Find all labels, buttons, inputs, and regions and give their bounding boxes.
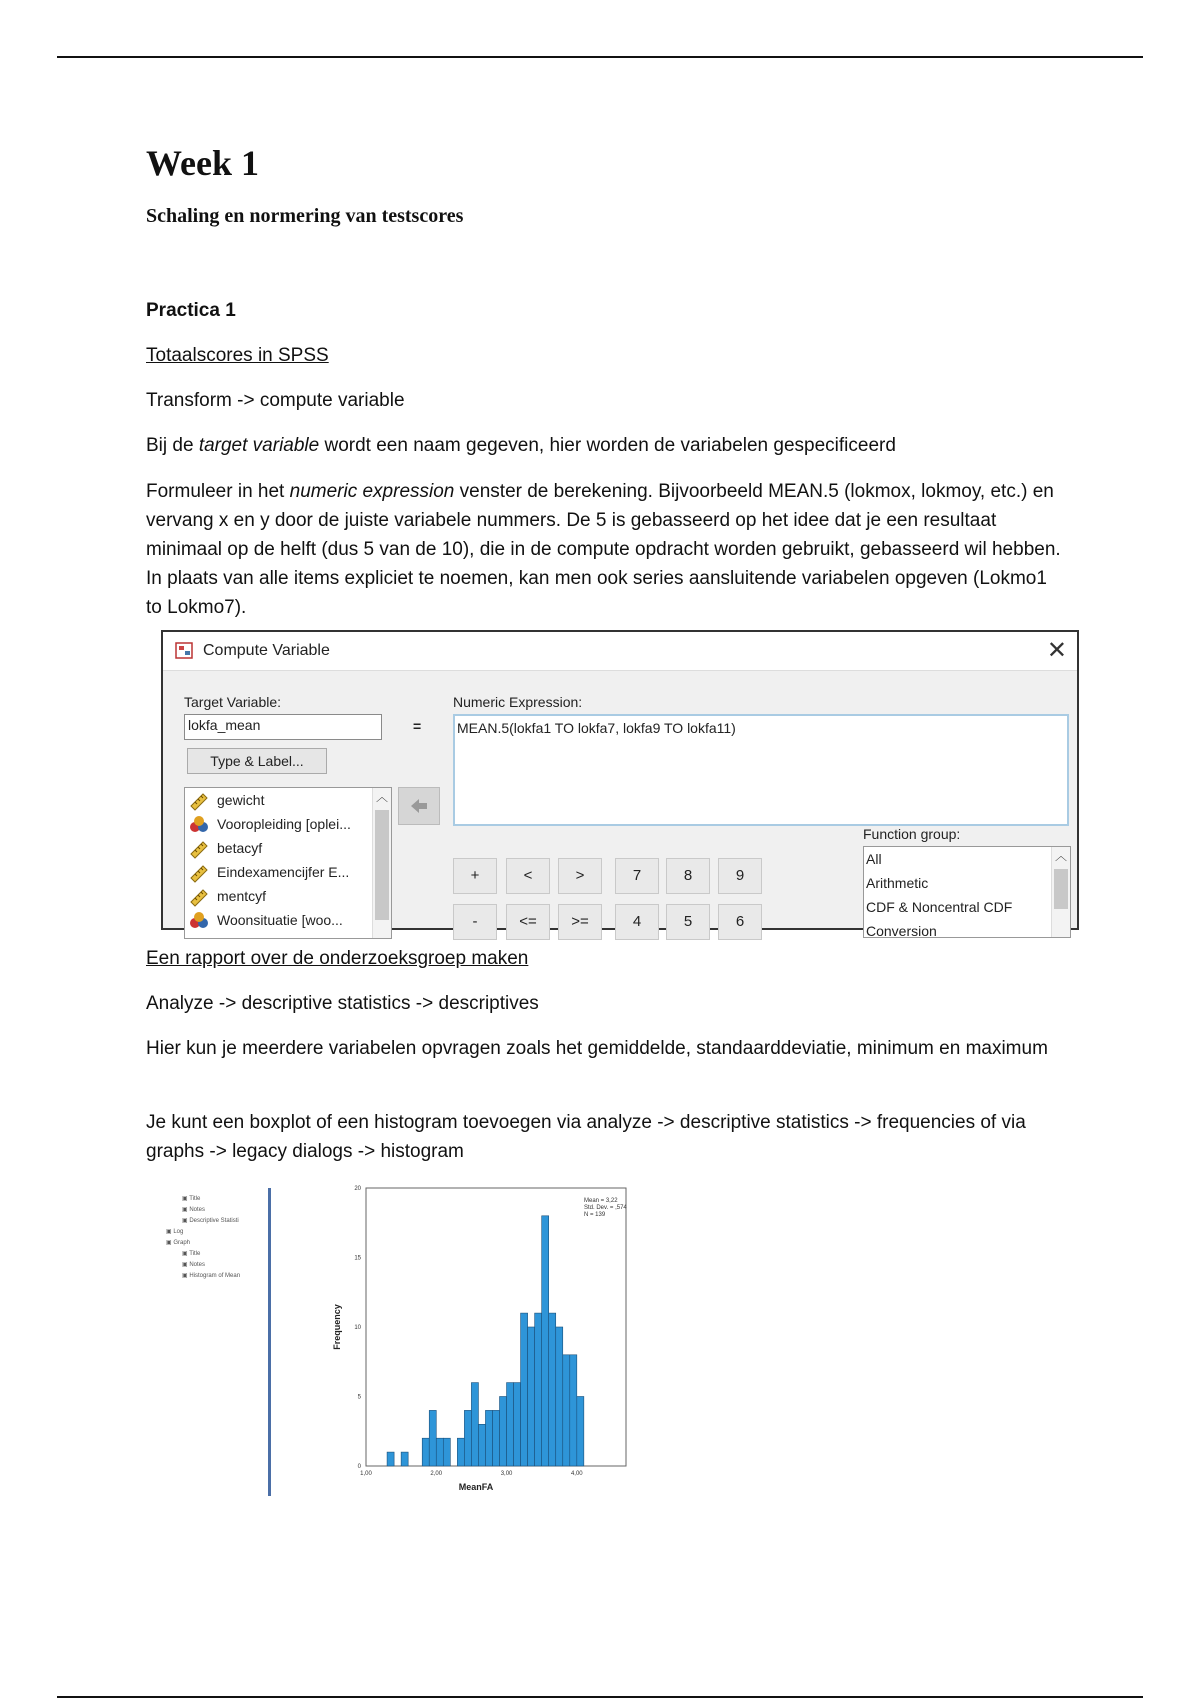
output-navigator-tree [160,1178,270,1496]
spss-calculator-icon [175,642,195,660]
histogram-chart [280,1178,750,1496]
variable-name: betacyf [217,840,263,856]
dialog-titlebar [163,632,1077,671]
x-tick-label: 4,00 [570,1471,583,1477]
histogram-bar [556,1327,563,1466]
tree-node[interactable] [182,1260,205,1270]
histogram-bar [542,1216,549,1466]
histogram-bar [464,1410,471,1466]
page-subtitle: Schaling en normering van testscores [146,205,464,227]
paragraph-transform: Transform -> compute variable [146,390,405,411]
subheading-rapport: Een rapport over de onderzoeksgroep maken [146,948,529,969]
histogram-bar [500,1397,507,1467]
page-title: Week 1 [146,143,259,183]
tree-node-label: Title [189,1196,201,1202]
tree-node-label: Log [173,1229,184,1235]
variable-name: mentcyf [217,888,267,904]
p3-text-post: venster de berekening. Bijvoorbeeld MEAN.5 (lokmox, lokmoy, etc.) en vervang x en y door de juiste variabele nummers. De 5 is gebasseerd op het idee dat je een resultaat minimaal op de helft (dus 5 van de 10), die in de compute opdracht worden gebruikt, gebasseerd wil hebben. In plaats van alle items expliciet te noemen, kan men ook series aansluitende variabelen opgeven (Lokmo1 to Lokmo7). [146,481,1061,618]
tree-node-icon: ▣ [182,1218,190,1224]
variable-list-item[interactable] [185,884,391,908]
variable-name: Vooropleiding [oplei... [217,816,351,832]
variable-list-item[interactable] [185,836,391,860]
variable-list-scrollbar[interactable] [372,788,391,938]
histogram-bar [401,1452,408,1466]
function-group-list[interactable] [863,846,1071,938]
tree-node-label: Notes [189,1262,206,1268]
calc-key[interactable]: 4 [615,904,659,940]
histogram-bar [429,1410,436,1466]
tree-node-label: Descriptive Statisti [189,1218,239,1224]
function-group-item[interactable]: Conversion [866,923,937,939]
calc-key[interactable]: 9 [718,858,762,894]
paragraph-variabelen: Hier kun je meerdere variabelen opvragen zoals het gemiddelde, standaarddeviatie, minimum en maximum [146,1038,1048,1059]
tree-node-icon: ▣ [182,1273,190,1279]
compute-variable-dialog [161,630,1079,939]
scrollbar-thumb[interactable] [375,810,389,920]
x-axis-label: MeanFA [458,1482,494,1492]
stat-line: Std. Dev. = ,574 [584,1205,627,1211]
histogram-bar [457,1438,464,1466]
x-tick-label: 3,00 [500,1471,513,1477]
variable-list-item[interactable] [185,788,391,812]
top-rule [57,56,1143,58]
tree-node-icon: ▣ [182,1251,190,1257]
move-variable-button[interactable] [398,787,440,825]
function-group-label: Function group: [863,826,961,842]
y-tick-label: 10 [354,1325,361,1331]
scrollbar-thumb[interactable] [1054,869,1068,909]
tree-node-icon: ▣ [182,1196,190,1202]
calc-key[interactable]: >= [558,904,602,940]
subheading-totaalscores: Totaalscores in SPSS [146,345,329,366]
p3-text-pre: Formuleer in het [146,481,290,502]
tree-node[interactable] [182,1249,200,1259]
paragraph-numeric-expression [146,477,1066,622]
equals-sign: = [413,718,422,734]
histogram-bar [422,1438,429,1466]
type-label-button[interactable]: Type & Label... [187,748,327,774]
function-group-item[interactable]: All [866,851,882,867]
histogram-bar [507,1383,514,1466]
variable-name: Eindexamencijfer E... [217,864,350,880]
numeric-expression-label: Numeric Expression: [453,694,583,710]
chevron-up-icon[interactable]: ︿ [375,790,388,804]
function-group-item[interactable]: Arithmetic [866,875,929,891]
stat-line: N = 139 [584,1212,606,1218]
histogram-bar [492,1410,499,1466]
p2-text-pre: Bij de [146,435,199,456]
y-tick-label: 0 [357,1464,361,1470]
variable-name: Woonsituatie [woo... [217,912,343,928]
numeric-expression-input[interactable]: MEAN.5(lokfa1 TO lokfa7, lokfa9 TO lokfa11) [453,714,1069,826]
stat-line: Mean = 3,22 [584,1198,618,1204]
variable-list-item[interactable] [185,908,391,932]
tree-node-icon: ▣ [166,1240,174,1246]
variable-list-item[interactable] [185,860,391,884]
chevron-up-icon[interactable]: ︿ [1054,849,1067,863]
histogram-bar [570,1355,577,1466]
tree-node[interactable] [182,1271,240,1281]
tree-node-icon: ▣ [182,1262,190,1268]
spss-output-viewer [160,1178,780,1496]
histogram-bar [514,1383,521,1466]
tree-node[interactable] [182,1194,200,1204]
calc-key[interactable]: + [453,858,497,894]
paragraph-analyze: Analyze -> descriptive statistics -> descriptives [146,993,539,1014]
x-tick-label: 1,00 [360,1471,372,1477]
tree-node-label: Histogram of Mean [189,1273,241,1279]
tree-node[interactable] [166,1227,183,1237]
target-variable-input[interactable]: lokfa_mean [184,714,382,740]
histogram-bar [478,1424,485,1466]
p2-emphasis: target variable [198,435,320,456]
tree-node-icon: ▣ [166,1229,174,1235]
ruler-icon [189,839,209,857]
histogram-bar [471,1383,478,1466]
ruler-icon [189,887,209,905]
variable-list[interactable] [184,787,392,939]
histogram-bar [549,1313,556,1466]
calc-key[interactable]: 8 [666,858,710,894]
p2-text-post: wordt een naam gegeven, hier worden de variabelen gespecificeerd [319,435,896,456]
tree-node-label: Notes [189,1207,206,1213]
pane-divider[interactable] [268,1188,271,1496]
tree-node-icon: ▣ [182,1207,190,1213]
variable-name: gewicht [217,792,265,808]
ruler-icon [189,791,209,809]
p3-emphasis: numeric expression [289,481,455,502]
calc-key[interactable]: 5 [666,904,710,940]
ruler-icon [189,863,209,881]
paragraph-boxplot: Je kunt een boxplot of een histogram toevoegen via analyze -> descriptive statistics -> frequencies of via graphs -> legacy dialogs -> histogram [146,1112,1026,1162]
nominal-icon [189,911,209,929]
y-tick-label: 5 [357,1394,361,1401]
y-tick-label: 15 [354,1255,361,1262]
histogram-bar [535,1313,542,1466]
tree-node[interactable] [182,1216,239,1226]
y-axis-label: Frequency [332,1304,342,1350]
function-list-scrollbar[interactable] [1051,847,1070,937]
histogram-bar [577,1397,584,1467]
dialog-title: Compute Variable [203,642,330,659]
tree-node-label: Title [189,1251,201,1257]
section-heading: Practica 1 [146,300,236,321]
calc-key[interactable]: > [558,858,602,894]
variable-list-item[interactable] [185,812,391,836]
calc-key[interactable]: 7 [615,858,659,894]
calc-key[interactable]: < [506,858,550,894]
tree-node[interactable] [166,1238,190,1248]
calc-key[interactable]: <= [506,904,550,940]
y-tick-label: 20 [354,1186,361,1192]
histogram-bar [521,1313,528,1466]
paragraph-target-variable [146,431,1066,460]
histogram-bar [563,1355,570,1466]
histogram-bar [485,1410,492,1466]
histogram-bar [443,1438,450,1466]
x-tick-label: 2,00 [430,1471,443,1477]
histogram-bar [528,1327,535,1466]
close-icon[interactable]: ✕ [1046,637,1067,664]
bottom-rule [57,1696,1143,1698]
target-variable-label: Target Variable: [184,694,282,710]
function-group-item[interactable]: CDF & Noncentral CDF [866,899,1013,915]
nominal-icon [189,815,209,833]
calc-key[interactable]: - [453,904,497,940]
tree-node[interactable] [182,1205,205,1215]
tree-node-label: Graph [173,1240,191,1246]
histogram-bar [436,1438,443,1466]
histogram-statistics [584,1198,627,1219]
arrow-right-icon [399,788,439,824]
calc-key[interactable]: 6 [718,904,762,940]
histogram-bar [387,1452,394,1466]
